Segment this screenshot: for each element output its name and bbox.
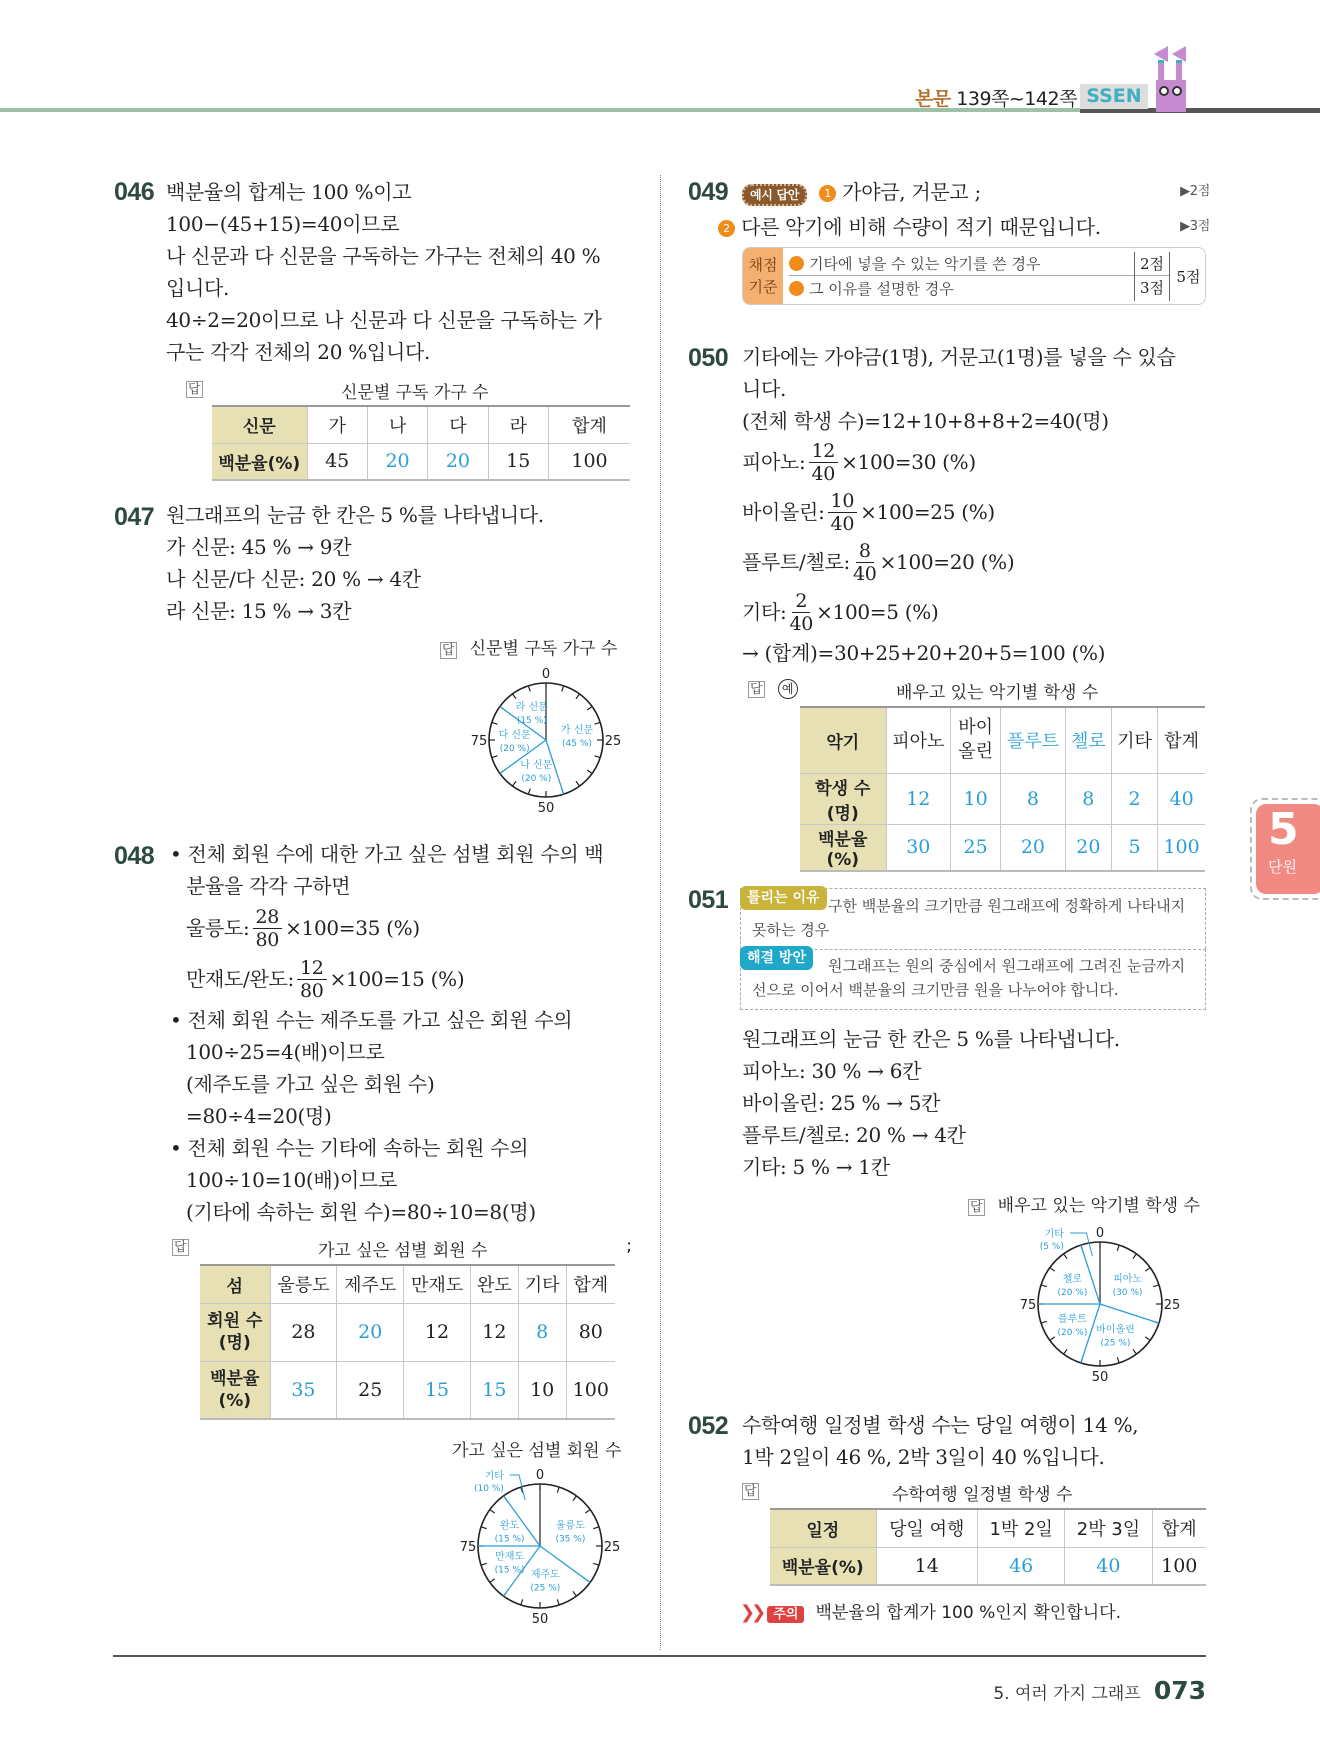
grading-label-2: 기준: [748, 278, 778, 296]
pie-tick-label: 75: [459, 1540, 477, 1555]
fraction-line: [170, 954, 603, 1004]
pie-tick-label: 75: [470, 734, 488, 749]
pie-tick-label: 75: [1019, 1298, 1037, 1313]
header-cell: 제주도: [337, 1265, 404, 1303]
solution-text: 선으로 이어서 백분율의 크기만큼 원을 나누어야 합니다.: [752, 981, 1119, 999]
pie-slice-label: 가 신문: [560, 725, 594, 737]
cell: 12: [470, 1303, 518, 1361]
answer-mark: 답: [750, 682, 763, 697]
wrong-reason-text: 구한 백분율의 크기만큼 원그래프에 정확하게 나타내지: [828, 897, 1186, 915]
row-label: 학생 수(명): [800, 773, 886, 824]
cell: 14: [876, 1547, 978, 1585]
pie-slice-label: 완도: [499, 1520, 520, 1532]
text-line: 기타: 5 % → 1칸: [742, 1155, 890, 1179]
denominator: 80: [299, 979, 324, 1002]
frac-prefix: 플루트/첼로:: [742, 550, 850, 574]
marker-1: 1: [819, 185, 836, 202]
fraction: [789, 590, 813, 635]
frac-suffix: ×100=25 (%): [860, 500, 995, 524]
answer-caption: [186, 378, 626, 403]
table-title: 수학여행 일정별 학생 수: [892, 1485, 1073, 1505]
wrong-reason-text: 못하는 경우: [752, 921, 830, 939]
pie-slice-value: (20 %): [1057, 1328, 1088, 1339]
header-cell: 울릉도: [270, 1265, 337, 1303]
text-line: 기타에는 가야금(1명), 거문고(1명)를 넣을 수 있습: [742, 345, 1176, 369]
total-score: 5점: [1176, 268, 1201, 286]
header-cell: 플루트: [1001, 707, 1066, 773]
cell: 12: [404, 1303, 471, 1361]
row-label: 백분율(%): [800, 824, 886, 871]
score-2: 3점: [1139, 279, 1165, 297]
problem-number: 049: [688, 178, 729, 206]
column-divider: [660, 175, 661, 1650]
fraction: [253, 906, 283, 951]
cell: 10: [951, 773, 1001, 824]
cell: 20: [337, 1303, 404, 1361]
numerator: 8: [856, 540, 874, 563]
pie-slice-value: (10 %): [474, 1484, 504, 1494]
numerator: 10: [828, 490, 858, 513]
header-cell: 나: [367, 406, 427, 443]
header-cell: 1박 2일: [978, 1509, 1065, 1547]
text-line: 니다.: [742, 377, 787, 401]
grading-criteria: [742, 247, 1206, 305]
header-cell: 합계: [1152, 1509, 1206, 1547]
island-pie-chart: [440, 1460, 640, 1630]
denominator: 40: [789, 612, 814, 635]
island-table: [200, 1264, 615, 1420]
header-cell: 2박 3일: [1065, 1509, 1152, 1547]
header-cell: 합계: [1158, 707, 1205, 773]
answer-mark: 답: [970, 1200, 983, 1215]
cell: 10: [518, 1361, 566, 1419]
header-cell: 합계: [549, 406, 631, 443]
pie-slice-value: (5 %): [1039, 1242, 1064, 1252]
score-1: 2점: [1135, 252, 1169, 276]
pie-slice-value: (35 %): [555, 1534, 586, 1545]
caution-badge: 주의: [767, 1606, 804, 1623]
header-cell: 기타: [518, 1265, 566, 1303]
text-line: 100−(45+15)=40이므로: [166, 212, 400, 236]
instrument-table: [800, 706, 1205, 872]
solution-052: [742, 1409, 1138, 1473]
answer-line-1: [742, 176, 1210, 211]
text-line: 구는 각각 전체의 20 %입니다.: [166, 340, 431, 364]
header-cell: 라: [488, 406, 548, 443]
footer-line: [113, 1655, 1206, 1657]
numerator: 12: [297, 957, 327, 980]
cell: 25: [951, 824, 1001, 871]
cell: 40: [1158, 773, 1205, 824]
pie-slice-value: (15 %): [494, 1534, 525, 1545]
cell: 15: [404, 1361, 471, 1419]
text-line: • 전체 회원 수는 제주도를 가고 싶은 회원 수의: [170, 1008, 573, 1032]
cell: 28: [270, 1303, 337, 1361]
cell: 20: [367, 443, 427, 480]
text-line: 분율을 각각 구하면: [186, 874, 351, 898]
table-title: 신문별 구독 가구 수: [341, 383, 489, 403]
pie-slice-label: 라 신문: [515, 702, 548, 714]
text-line: 플루트/첼로: 20 % → 4칸: [742, 1123, 966, 1147]
header-cell: 일정: [770, 1509, 876, 1547]
denominator: 40: [830, 512, 855, 535]
cell: 8: [1001, 773, 1066, 824]
text-line: 피아노: 30 % → 6칸: [742, 1059, 922, 1083]
cell: 100: [549, 443, 631, 480]
cell: 45: [307, 443, 367, 480]
problem-number: 050: [688, 344, 729, 372]
pie-slice-label: 다 신문: [498, 730, 531, 741]
cell: 8: [518, 1303, 566, 1361]
pie-slice-value: (15 %): [494, 1565, 525, 1576]
pie-tick-label: 25: [604, 734, 622, 749]
header-cell: 첼로: [1065, 707, 1111, 773]
answer-mark: 답: [442, 643, 455, 658]
fraction-line: [170, 902, 603, 954]
cell: 30: [886, 824, 951, 871]
tip-box: [740, 888, 1206, 1010]
answer-caption: [172, 1236, 632, 1261]
text-line: → (합계)=30+25+20+20+5=100 (%): [742, 641, 1106, 665]
solution-050: [742, 341, 1176, 669]
cell: 12: [886, 773, 951, 824]
fraction: [853, 540, 877, 585]
pie-slice-value: (20 %): [1057, 1287, 1088, 1298]
grading-label-1: 채점: [748, 256, 778, 274]
problem-number: 048: [114, 842, 155, 870]
cell: 80: [566, 1303, 615, 1361]
row-label: 백분율(%): [770, 1547, 876, 1585]
denominator: 40: [811, 462, 836, 485]
example-mark: 예: [778, 679, 798, 699]
answer-mark: 답: [744, 1484, 757, 1499]
solution-text: 원그래프는 원의 중심에서 원그래프에 그려진 눈금까지: [828, 957, 1186, 975]
text-line: 원그래프의 눈금 한 칸은 5 %를 나타냅니다.: [742, 1027, 1120, 1051]
numerator: 12: [809, 440, 839, 463]
text-line: 입니다.: [166, 276, 230, 300]
chart-title: 신문별 구독 가구 수: [469, 639, 618, 659]
marker-2: 2: [718, 220, 735, 237]
pie-slice-label: 기타: [1044, 1229, 1064, 1240]
chart-title: 배우고 있는 악기별 학생 수: [997, 1196, 1200, 1216]
example-answer-badge: 예시 답안: [742, 184, 807, 206]
text-line: 가 신문: 45 % → 9칸: [166, 535, 352, 559]
trip-table: [770, 1508, 1206, 1586]
header-cell: 섬: [200, 1265, 270, 1303]
text-line: 바이올린: 25 % → 5칸: [742, 1091, 941, 1115]
text-line: 나 신문/다 신문: 20 % → 4칸: [166, 567, 421, 591]
pie-slice-label: 피아노: [1113, 1273, 1143, 1285]
cell: 46: [978, 1547, 1065, 1585]
cell: 40: [1065, 1547, 1152, 1585]
pie-slice-label: 첼로: [1062, 1273, 1083, 1285]
cell: 15: [488, 443, 548, 480]
header-cell: 합계: [566, 1265, 615, 1303]
header-cell: 당일 여행: [876, 1509, 978, 1547]
header-cell: 악기: [800, 707, 886, 773]
cell: 100: [566, 1361, 615, 1419]
answer-text: 가야금, 거문고 ;: [842, 180, 981, 204]
chapter-number: 5: [1268, 804, 1299, 855]
chapter-tab[interactable]: [1250, 798, 1320, 900]
instrument-pie-chart: [1000, 1212, 1200, 1382]
answer-caption: [440, 634, 617, 659]
text-line: 라 신문: 15 % → 3칸: [166, 599, 352, 623]
footer: [993, 1676, 1206, 1705]
frac-suffix: ×100=20 (%): [879, 550, 1015, 574]
row-label: 백분율 (%): [200, 1361, 270, 1419]
semicolon: ;: [626, 1236, 632, 1256]
problem-number: 046: [114, 178, 155, 206]
cell: 20: [428, 443, 488, 480]
newspaper-table: [212, 405, 630, 481]
pie-slice-value: (30 %): [1112, 1287, 1143, 1298]
criteria-item-2: [789, 277, 1134, 301]
pie-tick-label: 0: [535, 1468, 545, 1483]
header-reference: [915, 84, 1077, 111]
frac-prefix: 만재도/완도:: [186, 967, 294, 991]
problem-number: 047: [114, 503, 155, 531]
criteria-text: 기타에 넣을 수 있는 악기를 쓴 경우: [809, 255, 1041, 273]
cell: 15: [470, 1361, 518, 1419]
cell: 100: [1158, 824, 1205, 871]
chapter-label: 단원: [1268, 858, 1297, 876]
pie-slice-label: 기타: [484, 1471, 504, 1482]
header-cell: 다: [428, 406, 488, 443]
pie-slice-label: 나 신문: [520, 759, 553, 771]
text-line: 수학여행 일정별 학생 수는 당일 여행이 14 %,: [742, 1413, 1139, 1437]
pie-slice-value: (15 %): [516, 716, 547, 727]
answer-line-2: [718, 211, 1210, 243]
fraction-line: [742, 437, 1176, 487]
row-label: 회원 수 (명): [200, 1303, 270, 1361]
caution-text: 백분율의 합계가 100 %인지 확인합니다.: [815, 1603, 1122, 1623]
text-line: =80÷4=20(명): [186, 1104, 332, 1128]
grading-label: [743, 248, 783, 305]
page-range: 139쪽~142쪽: [956, 88, 1077, 110]
table-title: 가고 싶은 섬별 회원 수: [318, 1241, 488, 1261]
pie-tick-label: 0: [1095, 1226, 1105, 1241]
score: ▶3점: [1180, 219, 1210, 234]
cell: 35: [270, 1361, 337, 1419]
criteria-item-1: [789, 252, 1134, 276]
pie-tick-label: 50: [1091, 1370, 1109, 1382]
solution-047: [166, 499, 544, 627]
problem-number: 051: [688, 886, 729, 914]
chevron-icon: ❯❯: [740, 1602, 763, 1623]
cell: 25: [337, 1361, 404, 1419]
text-line: 40÷2=20이므로 나 신문과 다 신문을 구독하는 가: [166, 308, 602, 332]
fraction-line: [742, 587, 1176, 637]
brand-logo: SSEN: [1080, 84, 1148, 109]
mascot-icon: [1152, 46, 1192, 120]
pie-slice-value: (20 %): [521, 773, 552, 784]
text-line: 100÷10=10(배)이므로: [186, 1168, 397, 1192]
cell: 100: [1152, 1547, 1206, 1585]
pie-slice-label: 플루트: [1057, 1314, 1087, 1326]
text-line: • 전체 회원 수는 기타에 속하는 회원 수의: [170, 1136, 529, 1160]
caution-note: [740, 1598, 1121, 1623]
cell: 20: [1001, 824, 1066, 871]
header-cell: 기타: [1111, 707, 1157, 773]
frac-prefix: 바이올린:: [742, 500, 825, 524]
cell: 2: [1111, 773, 1157, 824]
answer-caption: [748, 678, 1099, 703]
page-number: 073: [1153, 1676, 1206, 1705]
text-line: • 전체 회원 수에 대한 가고 싶은 섬별 회원 수의 백: [170, 842, 604, 866]
text-line: (전체 학생 수)=12+10+8+8+2=40(명): [742, 409, 1109, 433]
pie-slice-value: (25 %): [1100, 1338, 1131, 1349]
numerator: 28: [253, 906, 283, 929]
frac-suffix: ×100=30 (%): [841, 450, 976, 474]
pie-tick-label: 0: [541, 667, 551, 682]
frac-suffix: ×100=15 (%): [329, 967, 465, 991]
header-cell: 피아노: [886, 707, 951, 773]
answer-mark: 답: [188, 382, 201, 397]
pie-slice-value: (20 %): [499, 744, 530, 754]
text-line: 백분율의 합계는 100 %이고: [166, 180, 412, 204]
numerator: 2: [792, 590, 810, 613]
chart-title: 가고 싶은 섬별 회원 수: [452, 1441, 622, 1461]
header-cell: 바이 올린: [951, 707, 1001, 773]
answer-caption: [742, 1480, 1202, 1505]
header-cell: 가: [307, 406, 367, 443]
score: ▶2점: [1180, 184, 1210, 199]
pie-tick-label: 50: [537, 801, 555, 816]
chapter-title: 5. 여러 가지 그래프: [993, 1684, 1141, 1704]
solution-048: [170, 838, 603, 1228]
criteria-text: 그 이유를 설명한 경우: [809, 280, 954, 298]
text-line: (기타에 속하는 회원 수)=80÷10=8(명): [186, 1200, 536, 1224]
pie-slice-label: 울릉도: [555, 1520, 585, 1532]
text-line: 나 신문과 다 신문을 구독하는 가구는 전체의 40 %: [166, 244, 601, 268]
header-cell: 만재도: [404, 1265, 471, 1303]
row-label: 백분율(%): [212, 443, 307, 480]
fraction-line: [742, 537, 1176, 587]
criteria-scores: [1134, 252, 1170, 301]
answer-text: 다른 악기에 비해 수량이 적기 때문입니다.: [741, 215, 1101, 239]
denominator: 80: [255, 928, 280, 951]
solution-046: [166, 176, 602, 368]
text-line: 원그래프의 눈금 한 칸은 5 %를 나타냅니다.: [166, 503, 544, 527]
table-title: 배우고 있는 악기별 학생 수: [896, 683, 1099, 703]
text-line: 100÷25=4(배)이므로: [186, 1040, 385, 1064]
cell: 20: [1065, 824, 1111, 871]
newspaper-pie-chart: [456, 660, 636, 820]
denominator: 40: [852, 562, 877, 585]
fraction: [809, 440, 839, 485]
problem-number: 052: [688, 1412, 729, 1440]
pie-slice-value: (45 %): [562, 739, 592, 750]
pie-tick-label: 25: [603, 1540, 621, 1555]
pie-tick-label: 25: [1163, 1298, 1181, 1313]
pie-slice-label: 제주도: [530, 1569, 560, 1581]
frac-prefix: 울릉도:: [186, 916, 250, 940]
solution-049: [723, 176, 1210, 243]
cell: 5: [1111, 824, 1157, 871]
text-line: (제주도를 가고 싶은 회원 수): [186, 1072, 435, 1096]
cell: 8: [1065, 773, 1111, 824]
frac-suffix: ×100=35 (%): [285, 916, 420, 940]
pie-slice-value: (25 %): [530, 1583, 561, 1594]
frac-prefix: 피아노:: [742, 450, 806, 474]
solution-051: [742, 1023, 1120, 1183]
header-cell: 완도: [470, 1265, 518, 1303]
solution-badge: 해결 방안: [740, 946, 813, 970]
pie-slice-label: 만재도: [495, 1551, 525, 1563]
text-line: 1박 2일이 46 %, 2박 3일이 40 %입니다.: [742, 1445, 1105, 1469]
frac-prefix: 기타:: [742, 600, 787, 624]
pie-slice-label: 바이올린: [1096, 1324, 1135, 1336]
frac-suffix: ×100=5 (%): [816, 600, 939, 624]
answer-mark: 답: [174, 1240, 187, 1255]
fraction: [297, 957, 327, 1002]
fraction-line: [742, 487, 1176, 537]
fraction: [828, 490, 858, 535]
pie-tick-label: 50: [531, 1612, 549, 1627]
header-cell: 신문: [212, 406, 307, 443]
wrong-reason-badge: 틀리는 이유: [740, 886, 827, 910]
section-label: 본문: [915, 88, 951, 110]
